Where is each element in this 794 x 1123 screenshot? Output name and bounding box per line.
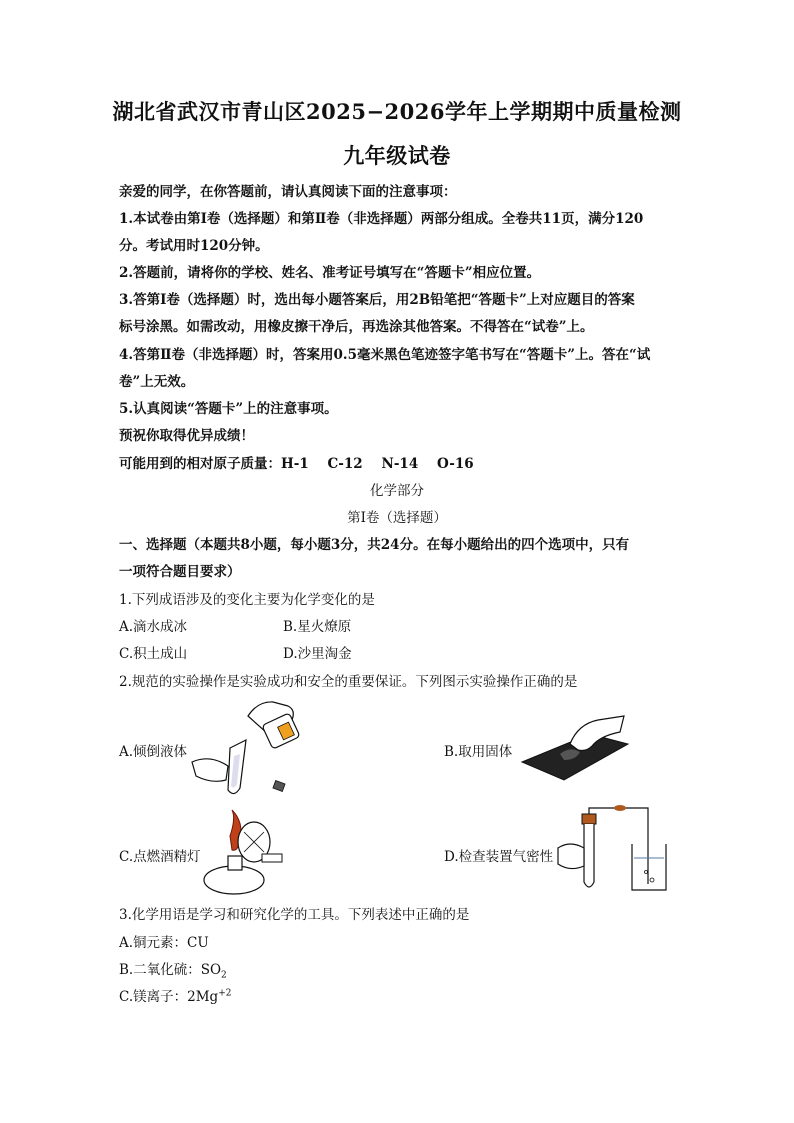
notice-item-3b: 标号涂黑。如需改动，用橡皮擦干净后，再选涂其他答案。不得答在“试卷”上。 [119, 319, 594, 335]
q1-option-a[interactable]: A.滴水成冰 [119, 619, 188, 635]
notice-item-1b: 分。考试用时120分钟。 [119, 238, 269, 254]
q1-stem: 1.下列成语涉及的变化主要为化学变化的是 [119, 592, 375, 608]
q3-option-c[interactable] [119, 985, 231, 1005]
q3-option-b-subscript: 2 [221, 970, 227, 981]
exam-subtitle: 九年级试卷 [343, 143, 451, 168]
notice-wish: 预祝你取得优异成绩！ [119, 428, 254, 444]
q2-option-a[interactable]: A.倾倒液体 [119, 744, 188, 760]
q2-option-c[interactable]: C.点燃酒精灯 [119, 849, 201, 865]
q1-option-d[interactable]: D.沙里淘金 [283, 646, 352, 662]
notice-intro: 亲爱的同学，在你答题前，请认真阅读下面的注意事项： [119, 184, 457, 200]
q1-option-c[interactable]: C.积土成山 [119, 646, 188, 662]
notice-item-1a: 1.本试卷由第Ⅰ卷（选择题）和第Ⅱ卷（非选择题）两部分组成。全卷共11页，满分120 [119, 211, 644, 227]
alcohol-lamp-illustration [198, 808, 288, 896]
notice-item-4b: 卷”上无效。 [119, 374, 195, 390]
notice-item-5: 5.认真阅读“答题卡”上的注意事项。 [119, 401, 338, 417]
q2-option-b[interactable]: B.取用固体 [444, 744, 513, 760]
pouring-liquid-illustration [188, 696, 308, 802]
section-instruction-a: 一、选择题（本题共8小题，每小题3分，共24分。在每小题给出的四个选项中，只有 [119, 537, 630, 553]
q3-option-b[interactable] [119, 958, 227, 981]
q3-option-c-superscript: +2 [218, 988, 232, 999]
q3-option-a[interactable]: A.铜元素：CU [119, 935, 209, 951]
airtightness-check-illustration [556, 808, 670, 894]
part-heading: 化学部分 [370, 483, 424, 499]
atomic-mass-line: 可能用到的相对原子质量：H-1 C-12 N-14 O-16 [119, 456, 474, 472]
q3-stem: 3.化学用语是学习和研究化学的工具。下列表述中正确的是 [119, 907, 470, 923]
q1-option-b[interactable]: B.星火燎原 [283, 619, 352, 635]
section-instruction-b: 一项符合题目要求） [119, 564, 241, 580]
notice-item-2: 2.答题前，请将你的学校、姓名、准考证号填写在“答题卡”相应位置。 [119, 265, 541, 281]
exam-title: 湖北省武汉市青山区2025−2026学年上学期期中质量检测 [112, 99, 682, 124]
q2-stem: 2.规范的实验操作是实验成功和安全的重要保证。下列图示实验操作正确的是 [119, 674, 578, 690]
notice-item-3a: 3.答第Ⅰ卷（选择题）时，选出每小题答案后，用2B铅笔把“答题卡”上对应题目的答案 [119, 292, 635, 308]
volume-heading: 第Ⅰ卷（选择题） [347, 510, 447, 526]
q2-option-d[interactable]: D.检查装置气密性 [444, 849, 554, 865]
solid-sampling-illustration [520, 714, 630, 784]
q3-option-c-text: C.镁离子：2Mg [119, 989, 219, 1005]
notice-item-4a: 4.答第Ⅱ卷（非选择题）时，答案用0.5毫米黑色笔迹签字笔书写在“答题卡”上。答在“试 [119, 347, 651, 363]
q3-option-b-text: B.二氧化硫：SO [119, 962, 222, 978]
